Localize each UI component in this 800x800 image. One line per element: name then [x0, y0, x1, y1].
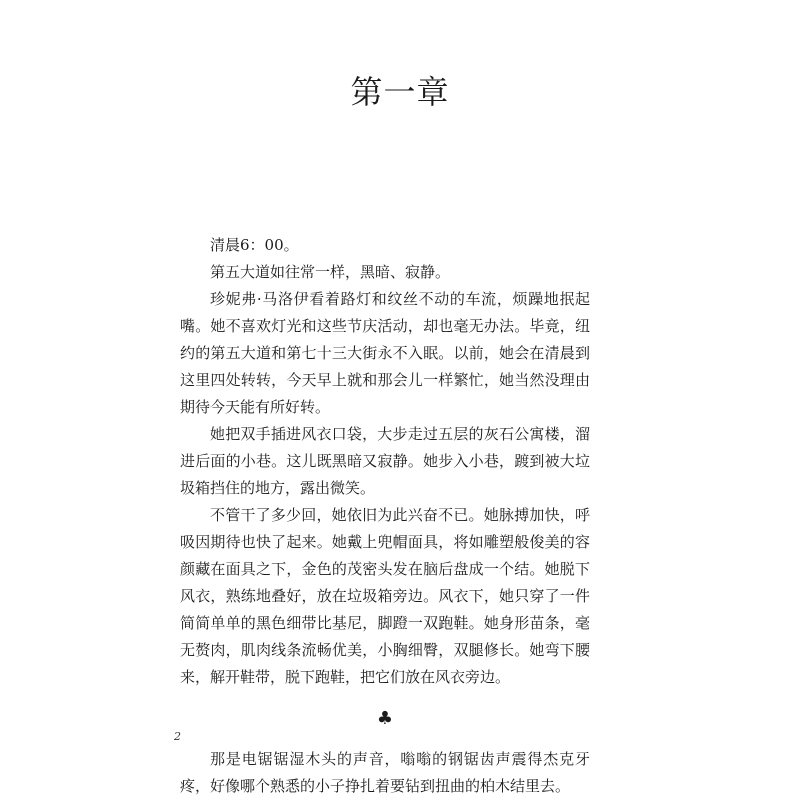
section-separator-club-icon: ♣	[376, 708, 394, 729]
paragraph: 不管干了多少回，她依旧为此兴奋不已。她脉搏加快，呼吸因期待也快了起来。她戴上兜帽面具，将如雕塑般俊美的容颜藏在面具之下，金色的茂密头发在脑后盘成一个结。她脱下风衣，熟练地叠好，放在垃圾箱旁边。风衣下，她只穿了一件简简单单的黑色细带比基尼，脚蹬一双跑鞋。她身形苗条，毫无赘肉，肌肉线条流畅优美，小胸细臀，双腿修长。她弯下腰来，解开鞋带，脱下跑鞋，把它们放在风衣旁边。	[180, 506, 590, 686]
paragraph: 第五大道如往常一样，黑暗、寂静。	[210, 263, 451, 281]
paragraph: 她把双手插进风衣口袋，大步走过五层的灰石公寓楼，溜进后面的小巷。这儿既黑暗又寂静。她步入小巷，踱到被大垃圾箱挡住的地方，露出微笑。	[180, 425, 590, 497]
paragraph: 清晨6：00。	[210, 236, 299, 254]
body-text	[180, 232, 590, 800]
paragraph: 珍妮弗·马洛伊看着路灯和纹丝不动的车流，烦躁地抿起嘴。她不喜欢灯光和这些节庆活动，却也毫无办法。毕竟，纽约的第五大道和第七十三大街永不入眠。以前，她会在清晨到这里四处转转，今天早上就和那会儿一样繁忙，她当然没理由期待今天能有所好转。	[180, 290, 590, 416]
page-number: 2	[174, 730, 181, 743]
paragraph: 那是电锯锯湿木头的声音，嗡嗡的钢锯齿声震得杰克牙疼，好像哪个熟悉的小子挣扎着要钻到扭曲的柏木结里去。	[180, 750, 590, 795]
chapter-title: 第一章	[350, 73, 450, 111]
